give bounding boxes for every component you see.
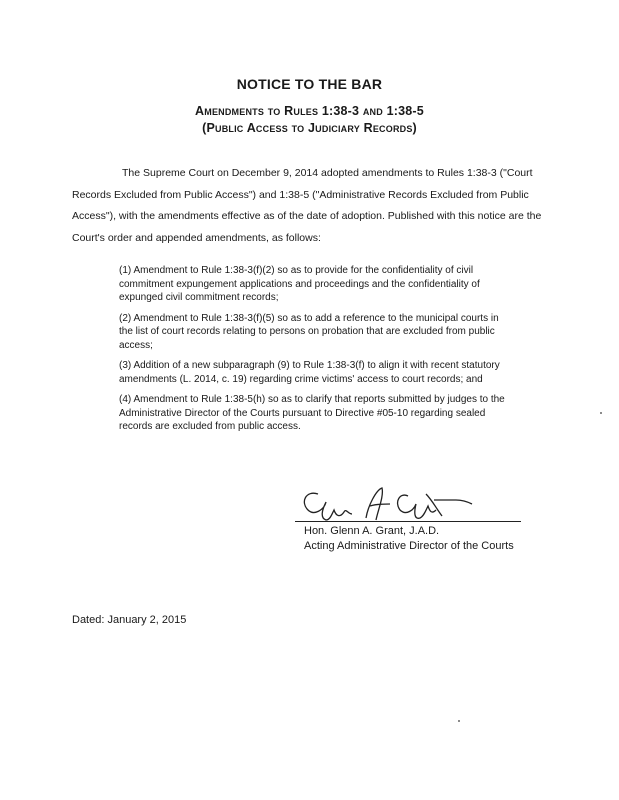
signature-block <box>304 524 514 554</box>
handwritten-signature <box>296 480 476 530</box>
amendment-list <box>119 264 514 441</box>
intro-paragraph: The Supreme Court on December 9, 2014 adopted amendments to Rules 1:38-3 ("Court Records Excluded from Public Access") and 1:38-5 ("Administrative Records Excluded from Public Access"), with the amendments effective as of the date of adoption. Published with this notice are the Court's order and appended amendments, as follows: <box>72 167 542 244</box>
notice-title: NOTICE TO THE BAR <box>236 76 383 92</box>
scan-speck <box>458 720 460 722</box>
amendment-item-2: (2) Amendment to Rule 1:38-3(f)(5) so as to add a reference to the municipal courts in the list of court records relating to persons on probation that are excluded from public access; <box>119 312 499 351</box>
notice-subtitle-line2: (Public Access to Judiciary Records) <box>202 121 417 135</box>
signer-title: Acting Administrative Director of the Courts <box>304 540 514 552</box>
amendment-item-1: (1) Amendment to Rule 1:38-3(f)(2) so as to provide for the confidentiality of civil commitment expungement applications and proceedings and the confidentiality of expunged civil commitment records; <box>119 265 480 303</box>
notice-subtitle-line1: Amendments to Rules 1:38-3 and 1:38-5 <box>195 104 424 118</box>
amendment-item-3: (3) Addition of a new subparagraph (9) to Rule 1:38-3(f) to align it with recent statutory amendments (L. 2014, c. 19) regarding crime victims' access to court records; and <box>119 360 500 385</box>
dated-line: Dated: January 2, 2015 <box>72 614 187 626</box>
scan-speck <box>600 412 602 414</box>
signer-name: Hon. Glenn A. Grant, J.A.D. <box>304 525 440 537</box>
amendment-item-4: (4) Amendment to Rule 1:38-5(h) so as to clarify that reports submitted by judges to the Administrative Director of the Courts pursuant to Directive #05-10 regarding sealed records are excluded from public access. <box>119 394 505 432</box>
signature-line <box>295 521 521 522</box>
